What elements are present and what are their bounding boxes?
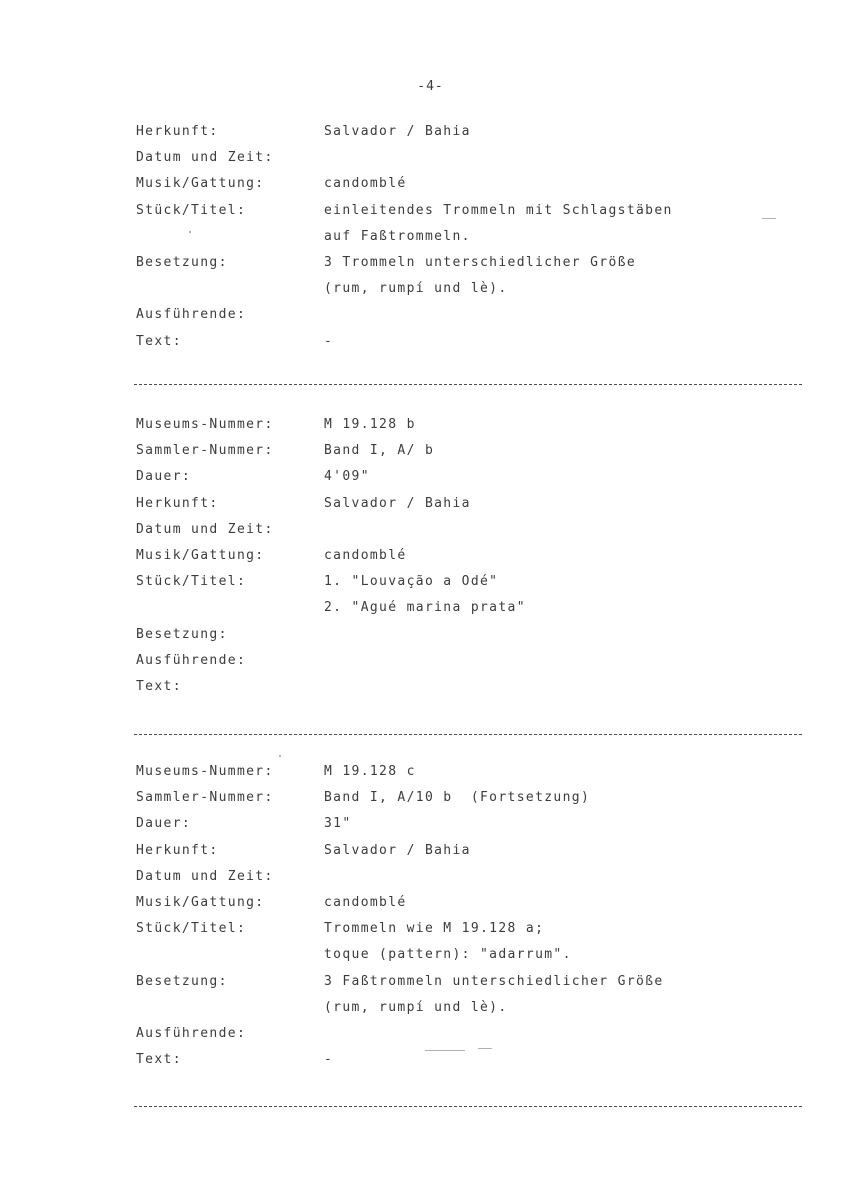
field-value: M 19.128 c bbox=[324, 764, 416, 779]
field-row bbox=[136, 942, 816, 968]
field-value: candomblé bbox=[324, 894, 407, 910]
field-label: Herkunft: bbox=[136, 124, 219, 139]
field-value: candomblé bbox=[324, 176, 407, 192]
field-row bbox=[136, 1047, 816, 1073]
field-label: Musik/Gattung: bbox=[136, 894, 265, 910]
field-row bbox=[136, 302, 816, 328]
field-row bbox=[136, 224, 816, 250]
field-row bbox=[136, 250, 816, 276]
field-value: (rum, rumpí und lè). bbox=[324, 281, 508, 297]
field-label: Ausführende: bbox=[136, 307, 247, 323]
field-label: Herkunft: bbox=[136, 495, 219, 511]
field-value: 1. "Louvação a Odé" bbox=[324, 574, 499, 590]
scan-speck bbox=[189, 231, 191, 233]
field-label: Herkunft: bbox=[136, 842, 219, 858]
field-value: 4'09" bbox=[324, 469, 370, 485]
field-label: Museums-Nummer: bbox=[136, 417, 274, 432]
field-label: Text: bbox=[136, 333, 182, 349]
field-value: Salvador / Bahia bbox=[324, 495, 471, 511]
record-3 bbox=[136, 759, 816, 1073]
field-row bbox=[136, 995, 816, 1021]
scan-smudge bbox=[425, 1050, 465, 1051]
field-label: Besetzung: bbox=[136, 973, 228, 989]
field-value: Salvador / Bahia bbox=[324, 124, 471, 139]
field-value: M 19.128 b bbox=[324, 417, 416, 432]
record-separator bbox=[134, 734, 802, 735]
field-row bbox=[136, 864, 816, 890]
field-label: Musik/Gattung: bbox=[136, 176, 265, 192]
record-2 bbox=[136, 412, 816, 700]
field-value: Salvador / Bahia bbox=[324, 842, 471, 858]
field-label: Stück/Titel: bbox=[136, 202, 247, 218]
field-label: Besetzung: bbox=[136, 254, 228, 270]
field-row bbox=[136, 569, 816, 595]
field-value: einleitendes Trommeln mit Schlagstäben bbox=[324, 202, 673, 218]
field-row bbox=[136, 145, 816, 171]
field-value: - bbox=[324, 333, 334, 349]
field-row bbox=[136, 648, 816, 674]
field-row bbox=[136, 785, 816, 811]
field-row bbox=[136, 595, 816, 621]
field-value: 2. "Agué marina prata" bbox=[324, 600, 526, 616]
field-label: Ausführende: bbox=[136, 1025, 247, 1041]
scan-smudge bbox=[762, 218, 776, 219]
record-1 bbox=[136, 119, 816, 355]
field-value: toque (pattern): "adarrum". bbox=[324, 947, 572, 963]
field-row bbox=[136, 890, 816, 916]
field-value: 3 Trommeln unterschiedlicher Größe bbox=[324, 254, 637, 270]
field-row bbox=[136, 412, 816, 438]
field-label: Dauer: bbox=[136, 469, 192, 485]
field-label: Ausführende: bbox=[136, 652, 247, 668]
field-row bbox=[136, 1021, 816, 1047]
field-value: (rum, rumpí und lè). bbox=[324, 999, 508, 1015]
field-row bbox=[136, 543, 816, 569]
scan-smudge bbox=[478, 1048, 492, 1049]
field-label: Text: bbox=[136, 1052, 182, 1068]
field-value: Band I, A/10 b (Fortsetzung) bbox=[324, 790, 591, 806]
field-label: Sammler-Nummer: bbox=[136, 790, 274, 806]
field-label: Datum und Zeit: bbox=[136, 521, 274, 537]
field-label: Dauer: bbox=[136, 816, 192, 832]
record-separator bbox=[134, 384, 802, 385]
field-label: Stück/Titel: bbox=[136, 574, 247, 590]
field-label: Text: bbox=[136, 678, 182, 694]
field-row bbox=[136, 491, 816, 517]
field-value: 3 Faßtrommeln unterschiedlicher Größe bbox=[324, 973, 664, 989]
field-row bbox=[136, 464, 816, 490]
field-label: Musik/Gattung: bbox=[136, 547, 265, 563]
field-value: - bbox=[324, 1052, 334, 1068]
field-row bbox=[136, 811, 816, 837]
field-row bbox=[136, 171, 816, 197]
field-label: Datum und Zeit: bbox=[136, 150, 274, 166]
field-row bbox=[136, 119, 816, 145]
field-value: 31" bbox=[324, 816, 352, 832]
field-row bbox=[136, 329, 816, 355]
field-row bbox=[136, 198, 816, 224]
field-row bbox=[136, 838, 816, 864]
field-row bbox=[136, 438, 816, 464]
field-row bbox=[136, 517, 816, 543]
scan-speck bbox=[279, 755, 281, 757]
field-row bbox=[136, 622, 816, 648]
field-row bbox=[136, 916, 816, 942]
field-value: auf Faßtrommeln. bbox=[324, 228, 471, 244]
field-row bbox=[136, 674, 816, 700]
field-label: Datum und Zeit: bbox=[136, 868, 274, 884]
field-value: Band I, A/ b bbox=[324, 443, 435, 459]
field-row bbox=[136, 759, 816, 785]
field-label: Besetzung: bbox=[136, 626, 228, 642]
page-number: -4- bbox=[417, 79, 444, 94]
field-label: Stück/Titel: bbox=[136, 921, 247, 937]
field-row bbox=[136, 969, 816, 995]
record-separator bbox=[134, 1106, 802, 1107]
field-value: candomblé bbox=[324, 547, 407, 563]
field-row bbox=[136, 276, 816, 302]
field-value: Trommeln wie M 19.128 a; bbox=[324, 921, 545, 937]
field-label: Museums-Nummer: bbox=[136, 764, 274, 779]
field-label: Sammler-Nummer: bbox=[136, 443, 274, 459]
